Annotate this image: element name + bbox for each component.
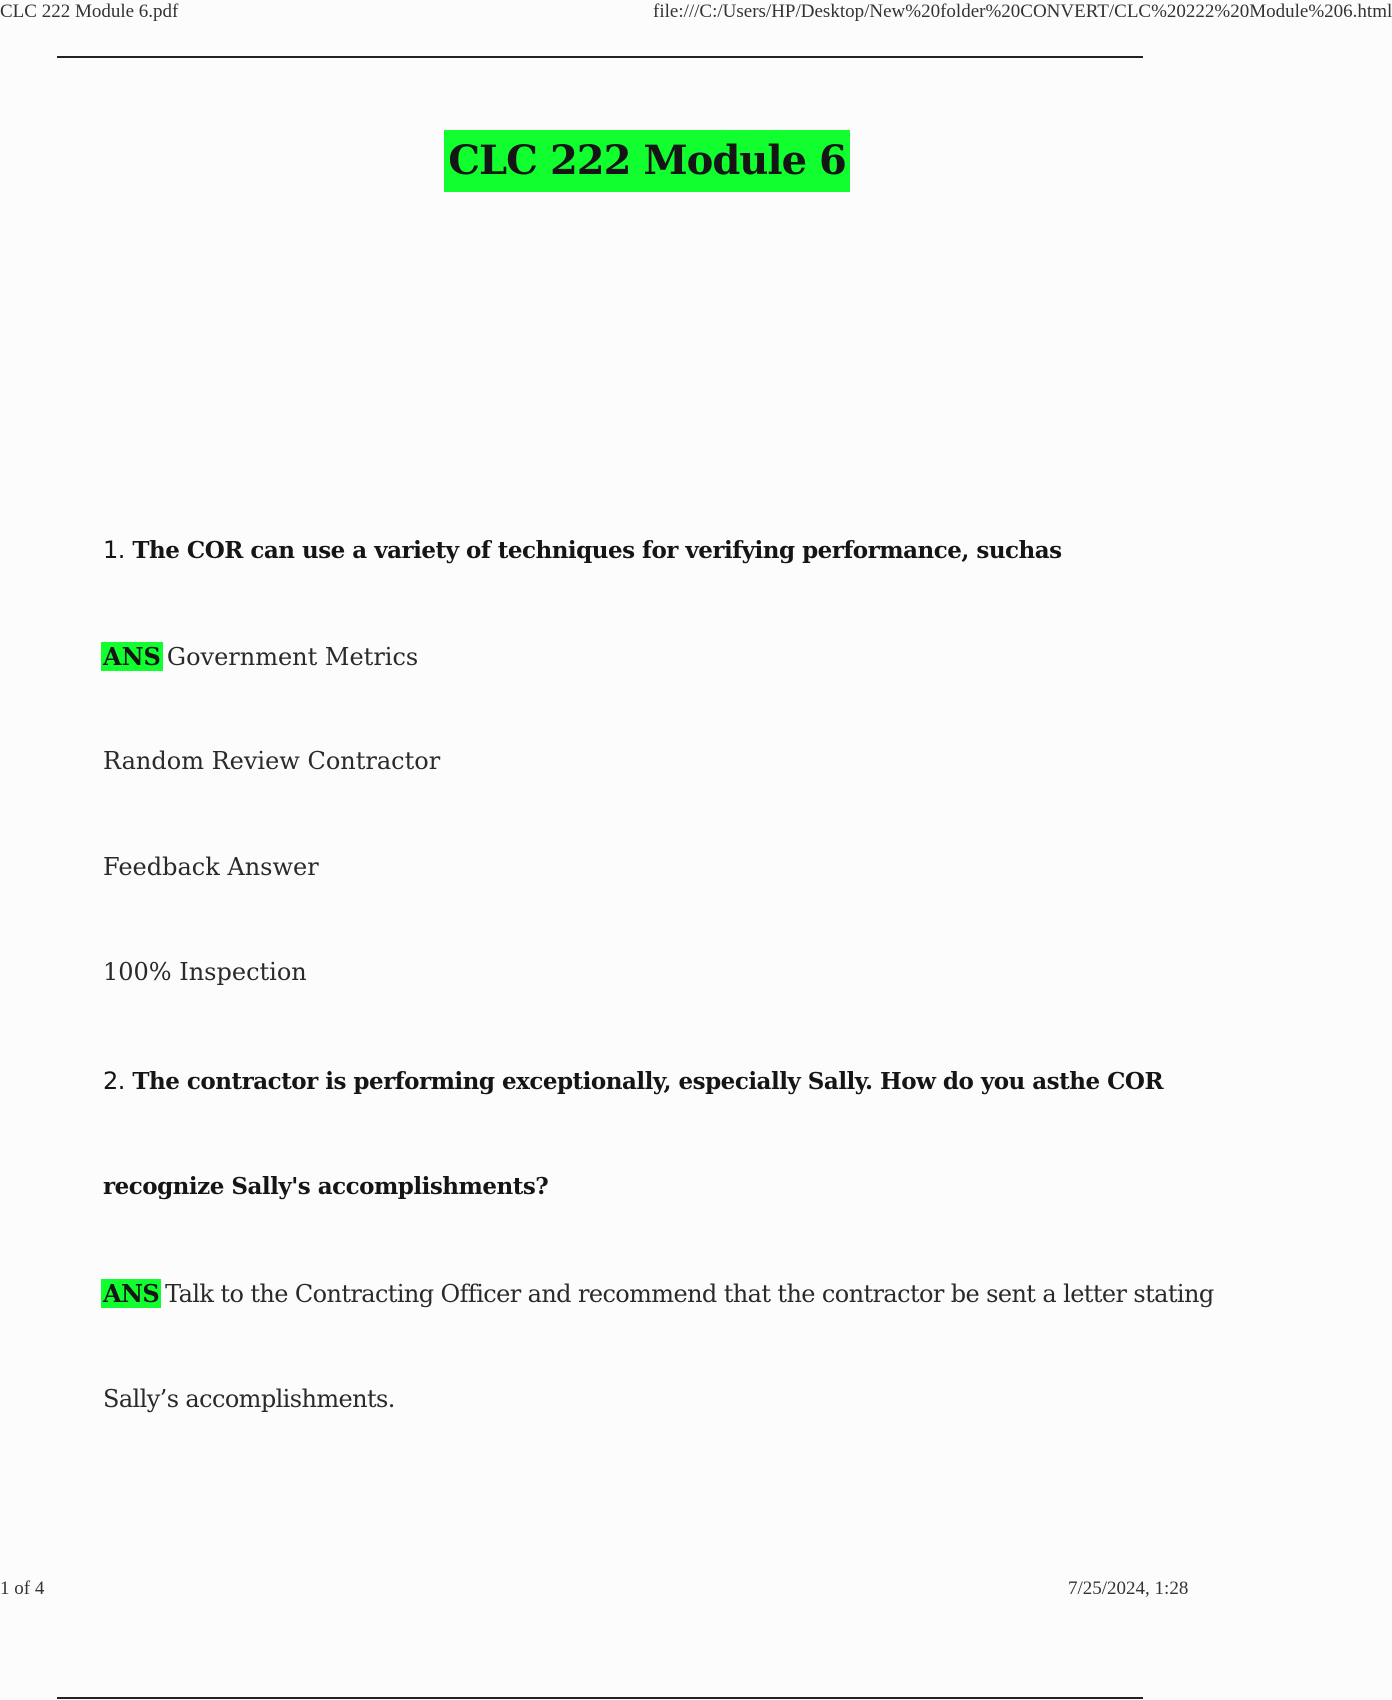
answer-2 bbox=[103, 1279, 1214, 1308]
option-text: 100% Inspection bbox=[103, 958, 307, 986]
answer-1 bbox=[103, 642, 418, 671]
ans-badge: ANS bbox=[103, 642, 161, 671]
footer-divider bbox=[57, 1697, 1143, 1699]
question-2 bbox=[103, 1067, 1163, 1095]
question-number: 1. bbox=[103, 536, 125, 564]
header-divider bbox=[57, 56, 1143, 58]
answer-text-continued: Sally’s accomplishments. bbox=[103, 1385, 395, 1413]
question-text: The contractor is performing exceptionally, especially Sally. How do you asthe COR bbox=[132, 1068, 1164, 1095]
option-text: Random Review Contractor bbox=[103, 747, 441, 775]
answer-text: Government Metrics bbox=[166, 643, 419, 671]
question-1 bbox=[103, 536, 1062, 564]
page-indicator: 1 of 4 bbox=[0, 1578, 45, 1599]
question-number: 2. bbox=[103, 1067, 125, 1095]
print-timestamp: 7/25/2024, 1:28 bbox=[1068, 1578, 1189, 1599]
print-header-filename: CLC 222 Module 6.pdf bbox=[0, 1, 179, 22]
option-text: Feedback Answer bbox=[103, 853, 319, 881]
answer-text: Talk to the Contracting Officer and recommend that the contractor be sent a letter stating bbox=[165, 1280, 1214, 1308]
question-text-continued: recognize Sally's accomplishments? bbox=[103, 1173, 549, 1200]
ans-badge: ANS bbox=[103, 1279, 160, 1308]
document-title: CLC 222 Module 6 bbox=[444, 130, 850, 192]
question-text: The COR can use a variety of techniques for verifying performance, suchas bbox=[132, 537, 1062, 564]
title-block bbox=[0, 130, 1200, 192]
print-header-url: file:///C:/Users/HP/Desktop/New%20folder%20CONVERT/CLC%20222%20Module%206.html bbox=[653, 1, 1392, 22]
